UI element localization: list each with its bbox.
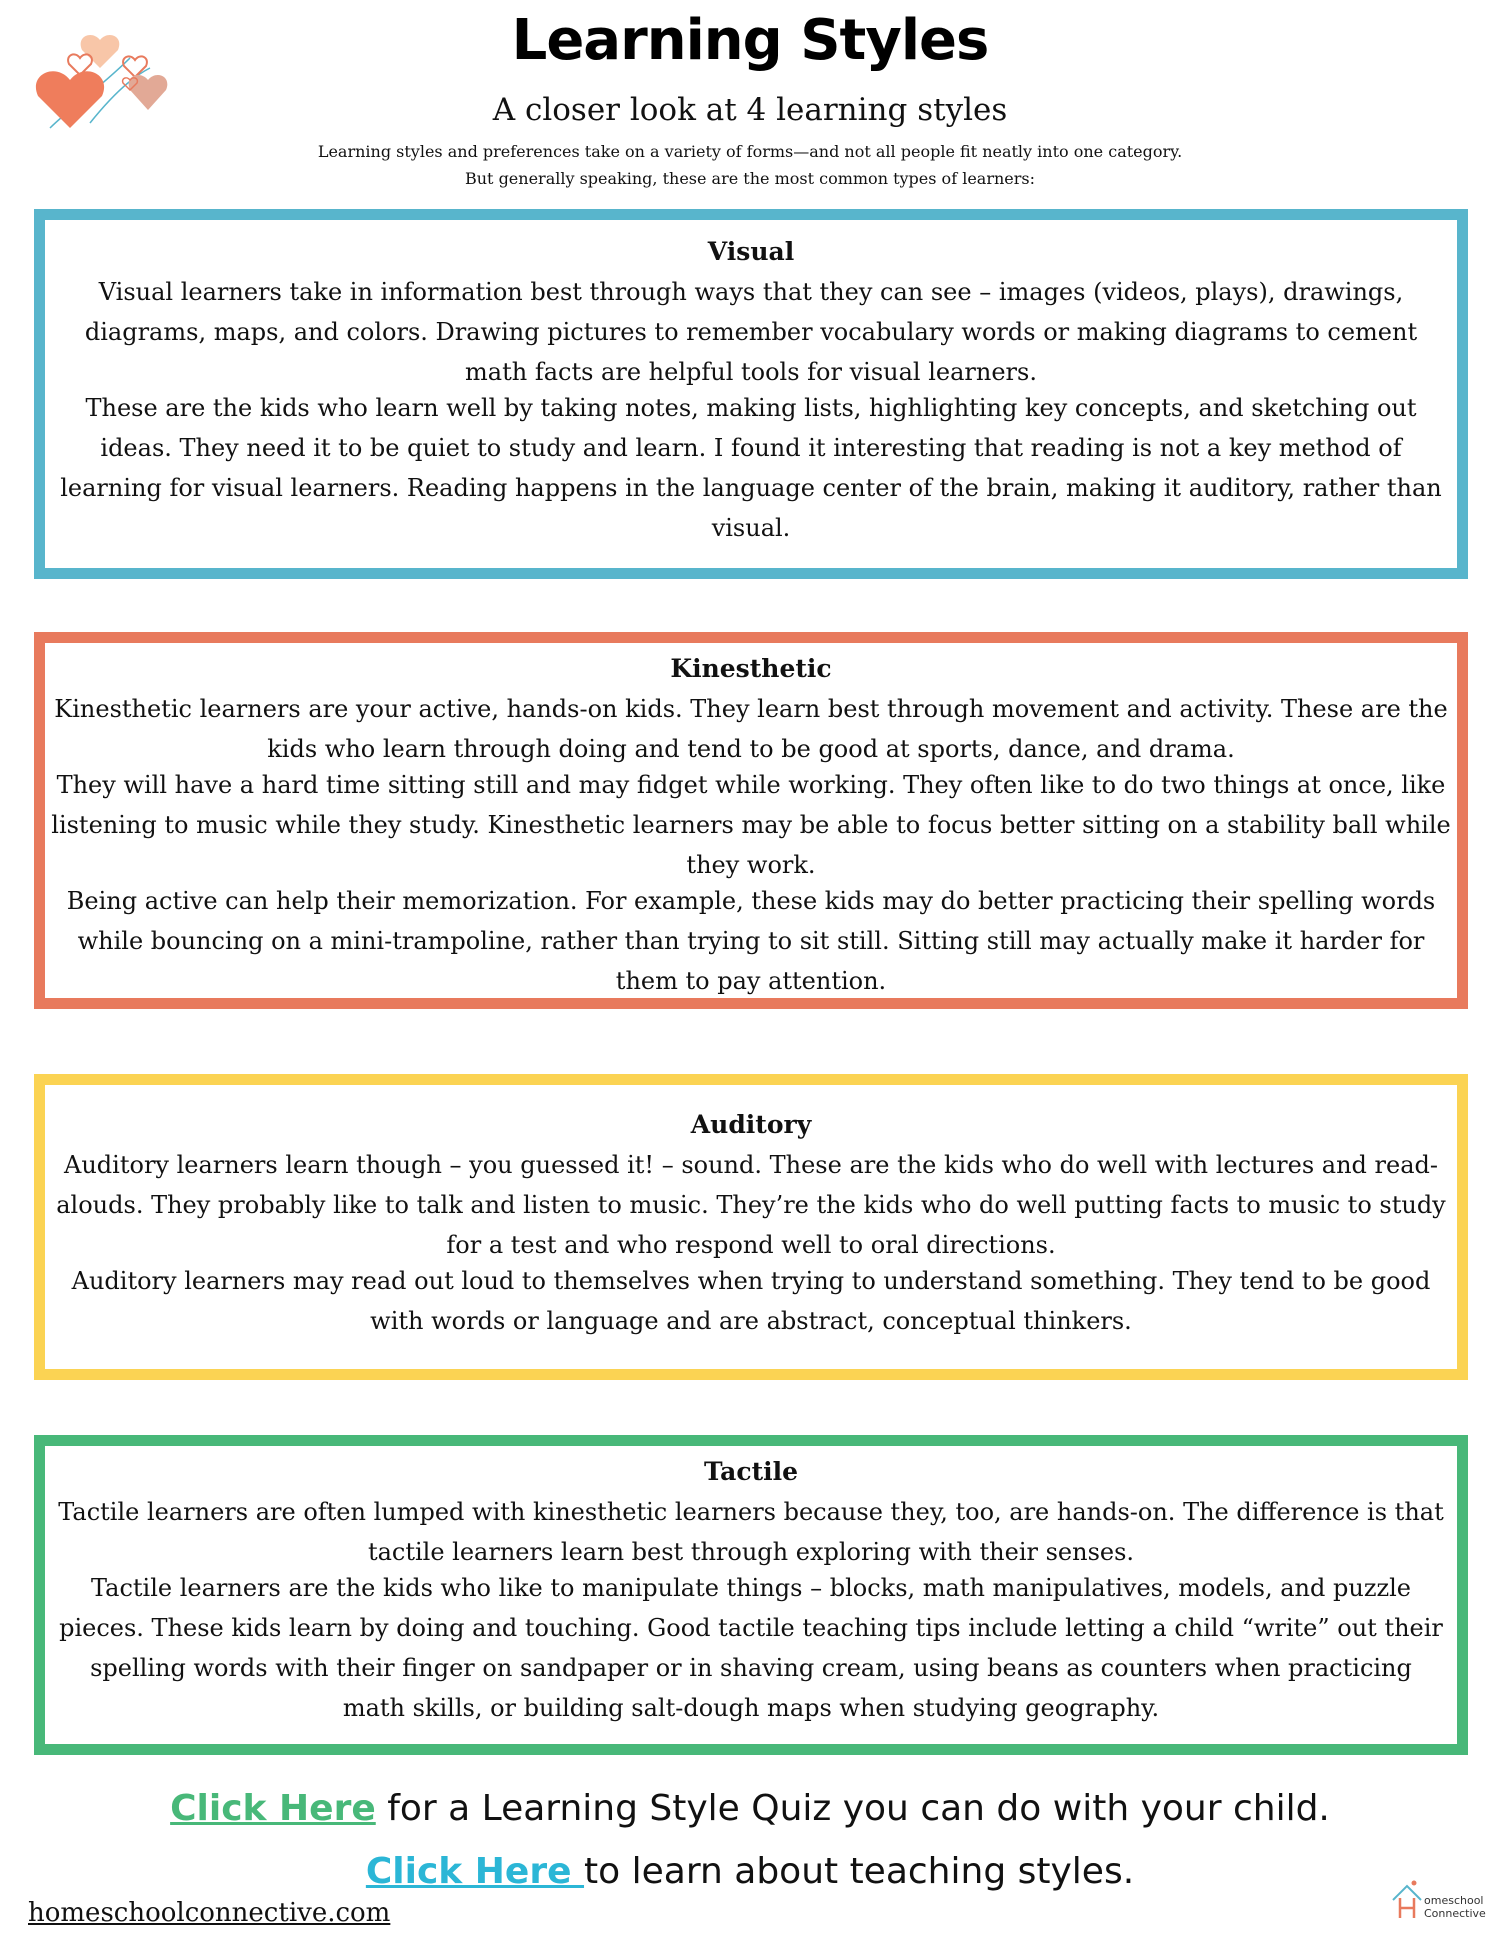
logo-text: Connective [1424,1907,1486,1920]
section-title-kinesthetic: Kinesthetic [670,654,832,683]
section-tactile [34,1435,1468,1755]
section-paragraph: These are the kids who learn well by taking notes, making lists, highlighting key concepts, and sketching out ideas. They need it to be quiet to study and learn. I found it interesting that reading is not a key method of learning for visual learners. Reading happens in the language center of the brain, making it auditory, rather than visual. [60,394,1442,542]
page-title: Learning Styles [511,8,989,73]
section-paragraph: Auditory learners learn though – you guessed it! – sound. These are the kids who do well with lectures and read-alouds. They probably like to talk and listen to music. They’re the kids who do well putting facts to music to study for a test and who respond well to oral directions. [56,1151,1446,1259]
quiz-cta [0,1788,1500,1829]
section-paragraph: Kinesthetic learners are your active, hands-on kids. They learn best through movement and activity. These are the kids who learn through doing and tend to be good at sports, dance, and drama. [54,695,1448,763]
house-logo-icon [1390,1880,1424,1924]
quiz-link[interactable]: Click Here [170,1788,376,1829]
intro-line: But generally speaking, these are the most common types of learners: [464,169,1035,188]
section-paragraph: Tactile learners are the kids who like to manipulate things – blocks, math manipulatives, models, and puzzle pieces. These kids learn by doing and touching. Good tactile teaching tips include letting a child “write” out their spelling words with their finger on sandpaper or in shaving cream, using beans as counters when practicing math skills, or building salt-dough maps when studying geography. [59,1574,1443,1722]
section-paragraph: Visual learners take in information best through ways that they can see – images (videos, plays), drawings, diagrams, maps, and colors. Drawing pictures to remember vocabulary words or making diagrams to cement math facts are helpful tools for visual learners. [84,278,1418,386]
section-paragraph: Auditory learners may read out loud to themselves when trying to understand something. They tend to be good with words or language and are abstract, conceptual thinkers. [71,1267,1431,1335]
teaching-styles-cta-text: to learn about teaching styles. [584,1851,1135,1892]
teaching-styles-cta [0,1851,1500,1892]
section-kinesthetic [34,632,1468,1009]
section-paragraph: They will have a hard time sitting still and may fidget while working. They often like to do two things at once, like listening to music while they study. Kinesthetic learners may be able to focus better sitting on a stability ball while they work. [51,771,1451,879]
section-paragraph: Tactile learners are often lumped with kinesthetic learners because they, too, are hands-on. The difference is that tactile learners learn best through exploring with their senses. [58,1498,1444,1566]
section-visual [34,209,1468,579]
quiz-cta-text: for a Learning Style Quiz you can do with your child. [375,1788,1330,1829]
section-paragraph: Being active can help their memorization. For example, these kids may do better practicing their spelling words while bouncing on a mini-trampoline, rather than trying to sit still. Sitting still may actually make it harder for them to pay attention. [66,887,1436,995]
intro-line: Learning styles and preferences take on a variety of forms—and not all people fit neatly into one category. [317,142,1183,161]
logo-text: omeschool [1424,1894,1484,1907]
teaching-styles-link[interactable]: Click Here [365,1851,585,1892]
section-title-tactile: Tactile [703,1457,799,1486]
section-title-auditory: Auditory [690,1110,812,1139]
section-title-visual: Visual [707,237,795,266]
page-subtitle: A closer look at 4 learning styles [492,92,1008,128]
intro-text [0,138,1500,192]
section-auditory [34,1074,1468,1380]
homeschool-connective-logo [1390,1872,1490,1932]
website-link[interactable]: homeschoolconnective.com [28,1898,391,1928]
